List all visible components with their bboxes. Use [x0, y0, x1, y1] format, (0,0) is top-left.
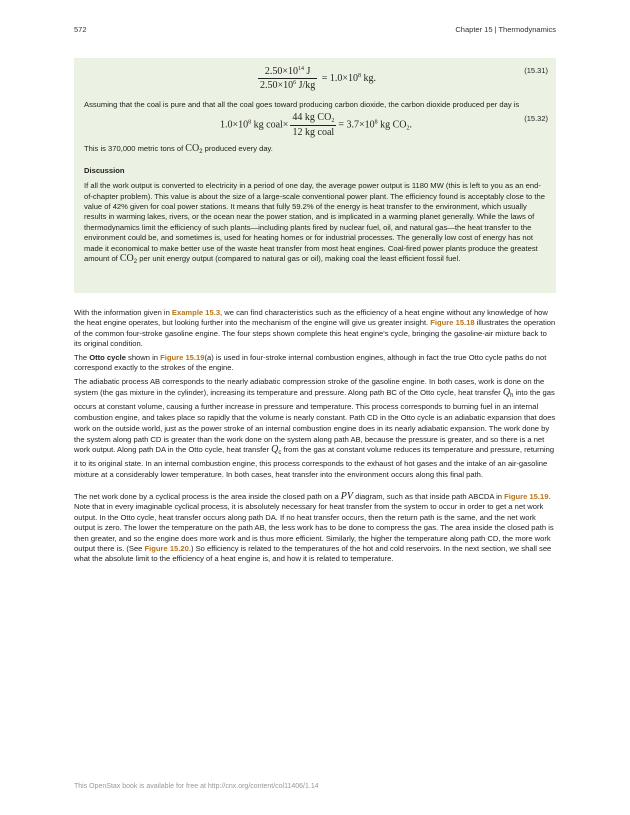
equation-15-32: [84, 112, 548, 142]
discussion-paragraph: [84, 181, 548, 267]
eq-exp: 8: [374, 119, 378, 126]
discussion-heading: Discussion: [84, 165, 125, 175]
equation-number: (15.31): [524, 66, 548, 75]
equation-15-31: [84, 66, 548, 96]
paragraph: [84, 144, 548, 157]
eq-text: = 1.0×10: [321, 72, 359, 84]
link-example-15-3[interactable]: Example 15.3: [171, 308, 221, 317]
eq-sub: 2: [133, 259, 138, 266]
page-number: 572: [74, 25, 87, 34]
text: , we can find characteristics such as the efficiency of a heat engine without any knowledge of how the heat engine operates, but looking further into the mechanism of the engine will give us greater insight.: [74, 308, 548, 328]
math-q: Q: [271, 444, 279, 456]
text: The: [74, 353, 90, 362]
body-paragraph-4: [74, 492, 556, 565]
eq-sub: 2: [199, 149, 203, 156]
eq-exp: 8: [358, 72, 362, 79]
eq-text: J/kg: [296, 80, 316, 91]
eq-sub: 2: [331, 118, 335, 125]
body-paragraph-1: [74, 308, 556, 350]
eq-text: 2.50×10: [259, 80, 294, 91]
chapter-title: Chapter 15 | Thermodynamics: [455, 25, 556, 34]
text: produced every day.: [202, 144, 273, 154]
equation-number: (15.32): [524, 114, 548, 124]
equation-fraction: [258, 66, 317, 91]
text: from the gas at constant volume reduces its temperature and pressure, returning it to its original state. In an internal combustion engine, this process corresponds to the exhaust of hot gases and the intake of an air-gasoline mixture at a considerably lower temperature. In both cases, heat transfer into the environment occurs along this final path.: [74, 445, 555, 480]
term-otto-cycle: Otto cycle: [89, 353, 126, 362]
math-co2: CO: [119, 253, 134, 265]
eq-text: = 3.7×10: [338, 119, 375, 131]
footer: This OpenStax book is available for free at http://cnx.org/content/col11406/1.14: [74, 783, 319, 790]
eq-sub: h: [510, 392, 514, 399]
math-pv: PV: [340, 491, 353, 502]
eq-text: kg coal×: [251, 119, 289, 131]
eq-text: J: [303, 66, 311, 77]
text: The net work done by a cyclical process is the area inside the closed path on a: [74, 492, 341, 501]
eq-text: kg CO: [377, 119, 407, 131]
text: The adiabatic process AB corresponds to the nearly adiabatic compression stroke of the gasoline engine. In both cases, work is done on the system (the gas mixture in the cylinder), increasing its temperature and pressure. Along path BC of the Otto cycle, heat transfer: [74, 377, 545, 397]
eq-exp: 8: [248, 119, 252, 126]
text: diagram, such as that inside path ABCDA in: [353, 492, 505, 501]
text: . Note that in every imaginable cyclical process, it is absolutely necessary for heat transfer from the system to occur in order to get a net work output. In the Otto cycle, heat transfer occurs along path DA. If no heat transfer occurs, then the return path is the same, and the net work output is zero. The lower the temperature on the path AB, the less work has to be done to compress the gas. The area inside the closed path is then greater, and so the engine does more work and is thus more efficient. Similarly, the higher the temperature along path CD, the more work output there is. (See: [74, 492, 554, 554]
text: into the gas occurs at constant volume, causing a further increase in pressure and temperature. This process corresponds to burning fuel in an internal combustion engine, and takes place so rapidly that the volume is nearly constant. Path CD in the Otto cycle is an adiabatic expansion that does work on the outside world, just as the power stroke of an internal combustion engine does in its nearly adiabatic expansion. The work done by the system along path CD is greater than the work done on the system along path AB, because the pressure is greater, and so there is a net work output. Along path DA in the Otto cycle, heat transfer: [74, 387, 556, 455]
eq-text: 1.0×10: [219, 119, 249, 131]
link-figure-15-19[interactable]: Figure 15.19: [504, 492, 549, 501]
text: per unit energy output (compared to natural gas or oil), making coal the least efficient fossil fuel.: [137, 254, 461, 264]
eq-text: .: [409, 119, 413, 131]
example-box: [74, 58, 556, 293]
math-co2: CO: [185, 143, 200, 155]
equation-fraction: [290, 112, 336, 138]
text: If all the work output is converted to electricity in a period of one day, the average power output is 1180 MW (this is left to you as an end-of-chapter problem). This value is about the size of a large-scale conventional power plant. The efficiency found is acceptably close to the value of 42% given for coal power stations. It means that fully 59.2% of the energy is heat transfer to the environment, which usually results in warming lakes, rivers, or the ocean near the power station, and is implicated in a warming planet generally. While the laws of thermodynamics limit the efficiency of such plants—including plants fired by nuclear fuel, oil, and natural gas—the heat transfer to the environment could be, and sometimes is, used for heating homes or for industrial processes. The generally low cost of energy has not made it economical to make better use of the waste heat transfer from most heat engines. Coal-fired power plants produce the greatest amount of: [84, 181, 545, 264]
body-paragraph-3: [74, 377, 556, 481]
text: illustrates the operation of the common four-stroke gasoline engine. The four steps shown complete this heat engine's cycle, bringing the gasoline-air mixture back to its original condition.: [74, 318, 556, 349]
text: shown in: [125, 353, 161, 362]
eq-text: 44 kg CO: [292, 112, 332, 124]
eq-exp: 6: [293, 80, 297, 86]
text: (a) is used in four-stroke internal combustion engines, although in fact the true Otto cycle paths do not correspond exactly to the strokes of the engine.: [74, 353, 547, 373]
eq-text: 12 kg coal: [292, 127, 335, 139]
math-q: Q: [502, 386, 511, 398]
eq-sub: 2: [406, 125, 410, 132]
eq-text: kg.: [361, 72, 377, 84]
eq-exp: 14: [297, 66, 304, 72]
body-paragraph-2: [74, 353, 556, 374]
eq-sub: c: [278, 450, 282, 457]
text: This is 370,000 metric tons of: [84, 144, 186, 154]
link-figure-15-19[interactable]: Figure 15.19: [160, 353, 205, 362]
link-figure-15-20[interactable]: Figure 15.20: [144, 544, 189, 554]
paragraph: Assuming that the coal is pure and that all the coal goes toward producing carbon dioxide, the carbon dioxide produced per day is: [84, 100, 520, 109]
text: With the information given in: [74, 308, 172, 317]
text: .) So efficiency is related to the temperatures of the hot and cold reservoirs. In the next section, we shall see what the absolute limit to the efficiency of a heat engine is, and how it is related to temperature.: [74, 544, 552, 564]
eq-text: 2.50×10: [264, 66, 298, 77]
link-figure-15-18[interactable]: Figure 15.18: [430, 318, 475, 328]
